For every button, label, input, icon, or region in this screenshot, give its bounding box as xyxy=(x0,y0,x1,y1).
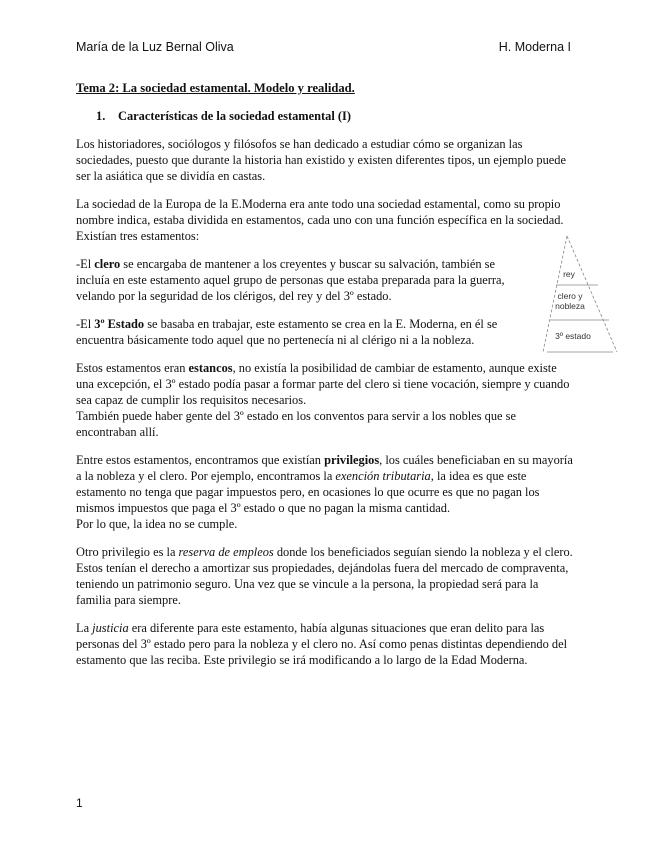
paragraph-privilegios xyxy=(76,452,574,516)
term-clero: clero xyxy=(94,257,121,271)
section-number: 1. xyxy=(96,109,106,123)
text: La xyxy=(76,621,93,635)
term-estancos: estancos xyxy=(188,361,233,375)
text: donde los beneficiados seguían siendo la nobleza y el clero. Estos tenían el derecho a amortizar sus propiedades, dejándolas fuera del mercado de compraventa, teniendo un patrimonio seguro. Una vez que se vincule a la persona, la propiedad será para la familia para siempre. xyxy=(76,545,573,607)
text: Entre estos estamentos, encontramos que existían xyxy=(76,453,325,467)
term-tercer-estado: 3º Estado xyxy=(94,317,145,331)
paragraph-estamental: La sociedad de la Europa de la E.Moderna era ante todo una sociedad estamental, como su propio nombre indica, estaba dividida en estamentos, cada uno con una función específica en la sociedad. Existían tres estamentos: xyxy=(76,197,564,243)
text: se basaba en trabajar, este estamento se crea en la E. Moderna, en él se encuentra básicamente todo aquel que no pertenecía ni al clérigo ni a la nobleza. xyxy=(76,317,498,347)
text: -El xyxy=(76,257,95,271)
pyramid-label-clero-nobleza: clero y nobleza xyxy=(555,291,585,311)
text: , no existía la posibilidad de cambiar de estamento, aunque existe una excepción, el 3º estado podía pasar a formar parte del clero si tiene vocación, siempre y cuando sea capaz de cumplir los requisitos necesarios. xyxy=(76,361,570,407)
term-exencion-tributaria: exención tributaria xyxy=(335,469,431,483)
header-course: H. Moderna I xyxy=(498,40,571,54)
social-pyramid-diagram xyxy=(537,234,623,354)
section-title: Características de la sociedad estamental (I) xyxy=(118,109,351,123)
term-reserva-empleos: reserva de empleos xyxy=(178,545,274,559)
text: , los cuáles beneficiaban en su mayoría a la nobleza y el clero. Por ejemplo, encontramos la xyxy=(76,453,573,483)
pyramid-label-tercer-estado: 3º estado xyxy=(555,331,591,341)
document-body xyxy=(76,80,574,680)
paragraph-tercer-estado xyxy=(76,316,524,348)
text: era diferente para este estamento, había algunas situaciones que eran delito para las personas del 3º estado pero para la nobleza y el clero no. Así como penas distintas dependiendo del estamento que las reciba. Este privilegio se irá modificando a lo largo de la Edad Moderna. xyxy=(76,621,568,667)
paragraph-conclusion: Por lo que, la idea no se cumple. xyxy=(76,517,238,531)
section-heading xyxy=(76,108,574,124)
paragraph-conventos: También puede haber gente del 3º estado en los conventos para servir a los nobles que se encontraban allí. xyxy=(76,409,516,439)
text: Estos estamentos eran xyxy=(76,361,189,375)
page-number: 1 xyxy=(76,796,83,810)
paragraph-justicia xyxy=(76,620,574,668)
document-title: Tema 2: La sociedad estamental. Modelo y realidad. xyxy=(76,81,355,95)
term-privilegios: privilegios xyxy=(324,453,380,467)
paragraph-reserva-empleos xyxy=(76,544,574,608)
pyramid-label-rey: rey xyxy=(563,269,575,279)
header-author: María de la Luz Bernal Oliva xyxy=(76,40,234,54)
text: -El xyxy=(76,317,95,331)
text: se encargaba de mantener a los creyentes y buscar su salvación, también se incluía en este estamento aquel grupo de personas que estaba preparada para la guerra, velando por la seguridad de los clérigos, del rey y del 3º estado. xyxy=(76,257,505,303)
term-justicia: justicia xyxy=(92,621,129,635)
paragraph-clero xyxy=(76,256,524,304)
paragraph-intro: Los historiadores, sociólogos y filósofos se han dedicado a estudiar cómo se organizan las sociedades, puesto que durante la historia han existido y existen diferentes tipos, un ejemplo puede ser la asiática que se dividía en castas. xyxy=(76,137,566,183)
paragraph-estancos xyxy=(76,360,574,408)
text: , la idea es que este estamento no tenga que pagar impuestos pero, en ocasiones lo que ocurre es que no pagan los mismos impuestos que paga el 3º estado o que no pagan la misma cantidad. xyxy=(76,469,540,515)
text: Otro privilegio es la xyxy=(76,545,179,559)
